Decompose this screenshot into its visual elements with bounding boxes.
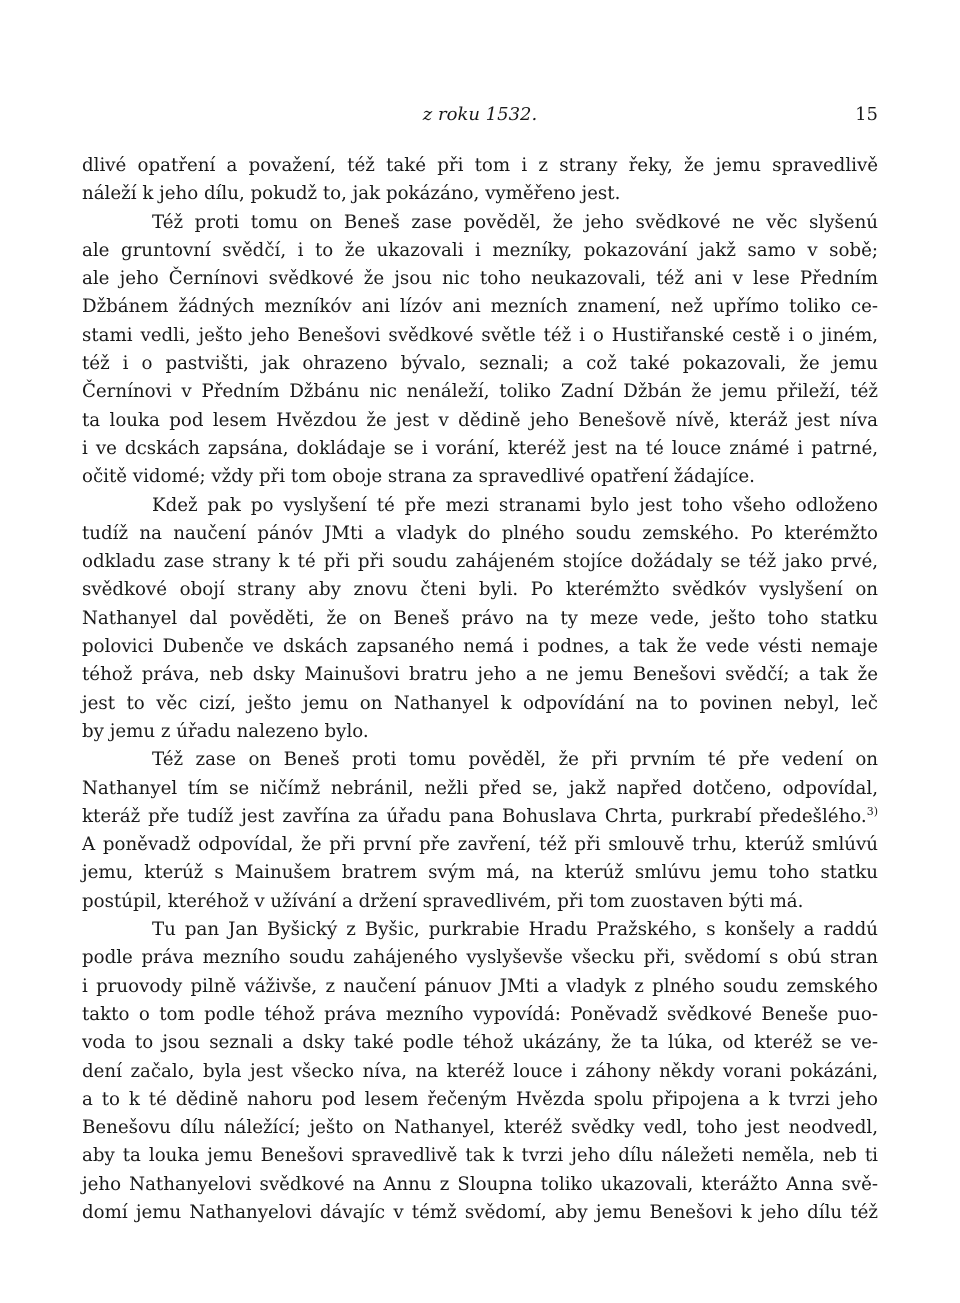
- text-line-content: Tu pan Jan Byšický z Byšic, purkrabie Hradu Pražského, s konšely a raddú: [152, 919, 878, 941]
- text-line-content: svědkové obojí strany aby znovu čteni byli. Po kterémžto svědkóv vyslyšení on: [82, 579, 878, 601]
- text-line: [82, 859, 878, 887]
- text-line-content: polovici Dubenče ve dskách zapsaného nemá i podnes, a tak že vede vésti nemaje: [82, 636, 878, 658]
- text-line: [82, 1171, 878, 1199]
- page-header: [82, 100, 878, 130]
- text-line-content: by jemu z úřadu nalezeno bylo.: [82, 720, 369, 742]
- text-line-content: Černínovi v Předním Džbánu nic nenáleží, toliko Zadní Džbán že jemu přileží, též: [82, 381, 878, 403]
- text-line-content: a to k té dědině nahoru pod lesem řečeným Hvězda spolu připojena a k tvrzi jeho: [82, 1088, 878, 1110]
- text-line: [82, 209, 878, 237]
- footnote-ref: 3): [866, 804, 878, 818]
- text-line-content: takto o tom podle téhož práva mezního vypovídá: Poněvadž svědkové Beneše puo-: [82, 1003, 878, 1025]
- text-line-content: Též proti tomu on Beneš zase pověděl, že jeho svědkové ne věc slyšenú: [152, 211, 878, 233]
- text-line: [82, 916, 878, 944]
- text-line-content: voda to jsou seznali a dsky také podle téhož ukázány, že ta lúka, od kteréž se ve-: [82, 1032, 878, 1054]
- text-line-content: náleží k jeho dílu, pokudž to, jak pokázáno, vyměřeno jest.: [82, 183, 621, 205]
- text-line: [82, 775, 878, 803]
- text-line: [82, 152, 878, 180]
- text-line: [82, 350, 878, 378]
- text-line: [82, 973, 878, 1001]
- text-line-content: A poněvadž odpovídal, že při první pře zavření, též při smlouvě trhu, kterúž smlúvú: [82, 834, 878, 856]
- text-line-content: i ve dcskách zapsána, dokládaje se i vorání, kteréž jest na té louce známé i patrné,: [82, 437, 878, 459]
- text-line-content: postúpil, kteréhož v užívání a držení spravedlivém, při tom zuostaven býti má.: [82, 890, 804, 912]
- text-line: [82, 746, 878, 774]
- text-line: [82, 1199, 878, 1227]
- text-line: [82, 1058, 878, 1086]
- text-line-content: dení začalo, byla jest všecko níva, na kteréž louce i záhony někdy vorani pokázáni,: [82, 1060, 878, 1082]
- text-line-content: kteráž pře tudíž jest zavřína za úřadu pana Bohuslava Chrta, purkrabí předešlého.: [82, 805, 867, 827]
- text-line-content: odkladu zase strany k té při při soudu zahájeném stojíce dožádaly se též jako prvé,: [82, 551, 878, 573]
- text-line-content: jeho Nathanyelovi svědkové na Annu z Sloupna toliko ukazovali, kterážto Anna svě-: [82, 1173, 878, 1195]
- text-line: [82, 1142, 878, 1170]
- text-line: [82, 661, 878, 689]
- text-line: [82, 1114, 878, 1142]
- text-line: [82, 605, 878, 633]
- running-title: z roku 1532.: [422, 104, 538, 125]
- text-line-content: podle práva mezního soudu zahájeného vyslyševše všecku při, svědomí s obú stran: [82, 947, 878, 969]
- text-line-content: Nathanyel tím se ničímž nebránil, nežli před se, jakž napřed dotčeno, odpovídal,: [82, 777, 878, 799]
- text-line-content: ta louka pod lesem Hvězdou že jest v dědině jeho Benešově nívě, kteráž jest níva: [82, 409, 878, 431]
- text-line: [82, 265, 878, 293]
- text-line-content: aby ta louka jemu Benešovi spravedlivě tak k tvrzi jeho dílu náležeti neměla, neb ti: [82, 1145, 878, 1167]
- text-line-content: Benešovu dílu náležící; ješto on Nathanyel, kteréž svědky vedl, toho jest neodvedl,: [82, 1117, 878, 1139]
- text-line-content: i pruovody pilně váživše, z naučení pánuov JMti a vladyk z plného soudu zemského: [82, 975, 878, 997]
- text-line-content: jemu, kterúž s Mainušem bratrem svým má, na kterúž smlúvu jemu toho statku: [82, 862, 878, 884]
- text-line-content: jest to věc cizí, ješto jemu on Nathanyel k odpovídání na to povinen nebyl, leč: [82, 692, 878, 714]
- text-line: [82, 293, 878, 321]
- text-line: [82, 633, 878, 661]
- text-line-content: Též zase on Beneš proti tomu pověděl, že při prvním té pře vedení on: [152, 749, 878, 771]
- text-line-content: ale gruntovní svědčí, i to že ukazovali i mezníky, pokazování jakž samo v sobě;: [82, 239, 878, 261]
- page-number: 15: [855, 104, 878, 125]
- text-line-content: též i o pastvišti, jak ohrazeno bývalo, seznali; a což také pokazovali, že jemu: [82, 353, 878, 375]
- text-line: [82, 378, 878, 406]
- text-line: [82, 435, 878, 463]
- text-line: [82, 1001, 878, 1029]
- text-line: [82, 492, 878, 520]
- text-line: [82, 322, 878, 350]
- text-line: [82, 576, 878, 604]
- text-line-content: dlivé opatření a považení, též také při tom i z strany řeky, že jemu spravedlivě: [82, 155, 878, 176]
- text-line: [82, 237, 878, 265]
- text-line-content: očitě vidomé; vždy při tom oboje strana za spravedlivé opatření žádajíce.: [82, 466, 755, 488]
- text-line: [82, 520, 878, 548]
- body-text: [82, 152, 878, 1227]
- text-line-content: Kdež pak po vyslyšení té pře mezi stranami bylo jest toho všeho odloženo: [152, 494, 878, 516]
- text-line: [82, 407, 878, 435]
- text-line: [82, 1086, 878, 1114]
- text-line-content: ale jeho Černínovi svědkové že jsou nic toho neukazovali, též ani v lese Předním: [82, 268, 878, 290]
- text-line: [82, 944, 878, 972]
- text-line: [82, 548, 878, 576]
- text-line: [82, 888, 878, 916]
- text-line-content: domí jemu Nathanyelovi dávajíc v témž svědomí, aby jemu Benešovi k jeho dílu též: [82, 1201, 878, 1223]
- text-line-content: tudíž na naučení pánóv JMti a vladyk do plného soudu zemského. Po kterémžto: [82, 522, 878, 544]
- text-line-content: téhož práva, neb dsky Mainušovi bratru jeho a ne jemu Benešovi svědčí; a tak že: [82, 664, 878, 686]
- text-line-content: stami vedli, ješto jeho Benešovi svědkové světle též i o Hustiřanské cestě i o jiném,: [82, 324, 878, 346]
- text-line: [82, 803, 878, 831]
- text-line: [82, 831, 878, 859]
- text-line: [82, 463, 878, 491]
- text-line: [82, 1029, 878, 1057]
- text-line-content: Džbánem žádných mezníkóv ani lízóv ani mezních znamení, než upřímo toliko ce-: [82, 296, 878, 318]
- text-line: [82, 718, 878, 746]
- text-line: [82, 690, 878, 718]
- text-line-content: Nathanyel dal pověděti, že on Beneš právo na ty meze vede, ješto toho statku: [82, 607, 878, 629]
- text-line: [82, 180, 878, 208]
- page: [82, 100, 878, 1227]
